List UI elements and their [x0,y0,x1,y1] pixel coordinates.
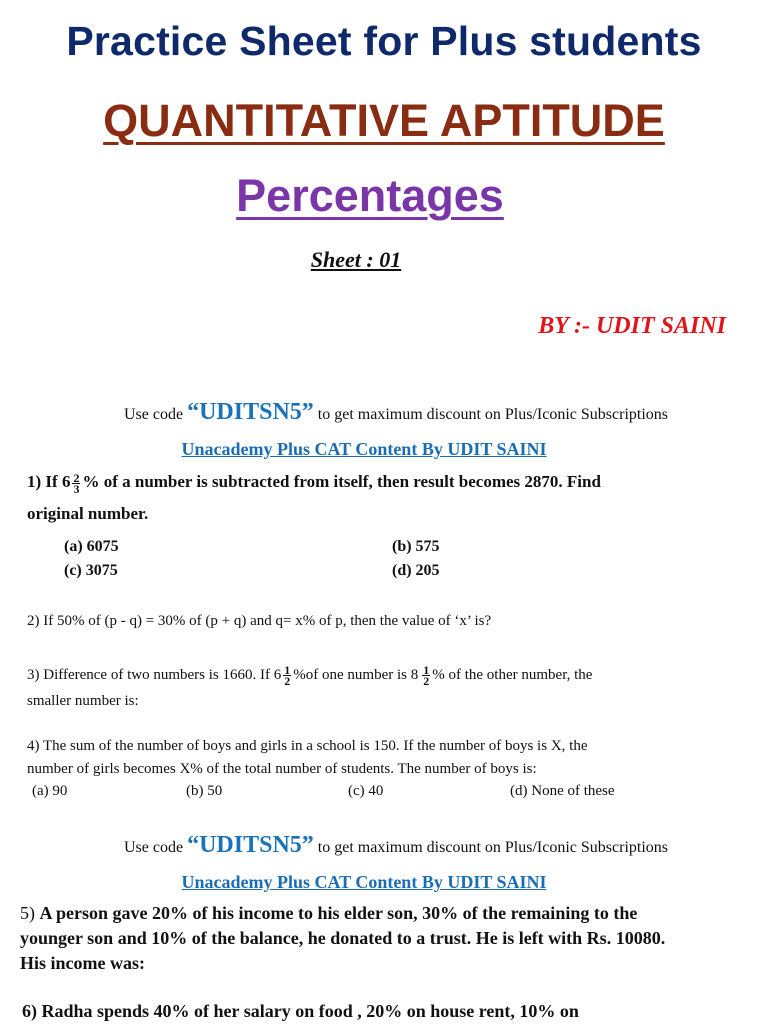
q1-option-c: (c) 3075 [64,562,118,579]
promo-suffix: to get maximum discount on Plus/Iconic Subscriptions [317,406,668,423]
q1-option-d: (d) 205 [392,562,440,579]
q4-option-b: (b) 50 [186,783,223,799]
q1-text: % of a number is subtracted from itself, then result becomes 2870. Find [82,472,601,491]
promo-code-2: UDITSN5 [199,832,302,858]
question-6: 6) Radha spends 40% of her salary on food , 20% on house rent, 10% on [22,1001,579,1021]
question-2: 2) If 50% of (p - q) = 30% of (p + q) and q= x% of p, then the value of ‘x’ is? [27,613,492,629]
promo-code: UDITSN5 [199,399,302,425]
q1-frac-num: 2 [73,470,80,485]
subject-heading-text: QUANTITATIVE APTITUDE [103,95,665,146]
q3-lead: 3) Difference of two numbers is 1660. If 6 [27,667,282,683]
topic-heading [0,170,740,222]
q3-frac1-num: 1 [284,663,291,678]
q3-fraction-1 [283,663,291,689]
topic-heading-text: Percentages [236,170,504,221]
q5-text: A person gave 20% of his income to his elder son, 30% of the remaining to the [39,903,638,923]
q3-frac2-num: 1 [423,663,430,678]
promo-line: Use code “UDITSN5” to get maximum discount on Plus/Iconic Subscriptions [124,399,668,425]
q1-frac-den: 3 [73,481,80,496]
promo-link[interactable]: Unacademy Plus CAT Content By UDIT SAINI [181,439,547,459]
q1-fraction [72,470,80,496]
q3-frac2-den: 2 [423,674,430,689]
sheet-number: Sheet : 01 [310,247,402,272]
q5-text-line-3: His income was: [20,953,145,973]
q4-option-c: (c) 40 [348,783,384,799]
promo-prefix-2: Use code [124,839,184,856]
question-5 [20,901,760,925]
q3-fraction-2 [422,663,430,689]
q3-tail: % of the other number, the [432,667,593,683]
subject-heading [0,95,768,147]
q3-mid: %of one number is 8 [293,667,419,683]
q1-lead: 1) If 6 [27,472,71,491]
question-4: 4) The sum of the number of boys and girls in a school is 150. If the number of boys is X, the [27,738,588,754]
q3-frac1-den: 2 [284,674,291,689]
author-line: BY :- UDIT SAINI [538,313,726,339]
q5-text-line-2: younger son and 10% of the balance, he donated to a trust. He is left with Rs. 10080. [20,928,666,948]
q4-text-line-2: number of girls becomes X% of the total number of students. The number of boys is: [27,761,537,777]
q3-text-line-2: smaller number is: [27,693,139,709]
promo-suffix-2: to get maximum discount on Plus/Iconic Subscriptions [317,839,668,856]
q4-option-d: (d) None of these [510,783,615,799]
q4-option-a: (a) 90 [32,783,68,799]
q5-number: 5) [20,903,35,923]
promo-prefix: Use code [124,406,184,423]
q1-option-a: (a) 6075 [64,538,119,555]
promo-line-2: Use code “UDITSN5” to get maximum discount on Plus/Iconic Subscriptions [124,832,668,858]
q1-text-line-2: original number. [27,504,149,523]
page-title: Practice Sheet for Plus students [66,18,702,64]
promo-link-2[interactable]: Unacademy Plus CAT Content By UDIT SAINI [181,872,547,892]
question-1 [27,467,727,497]
q1-option-b: (b) 575 [392,538,440,555]
